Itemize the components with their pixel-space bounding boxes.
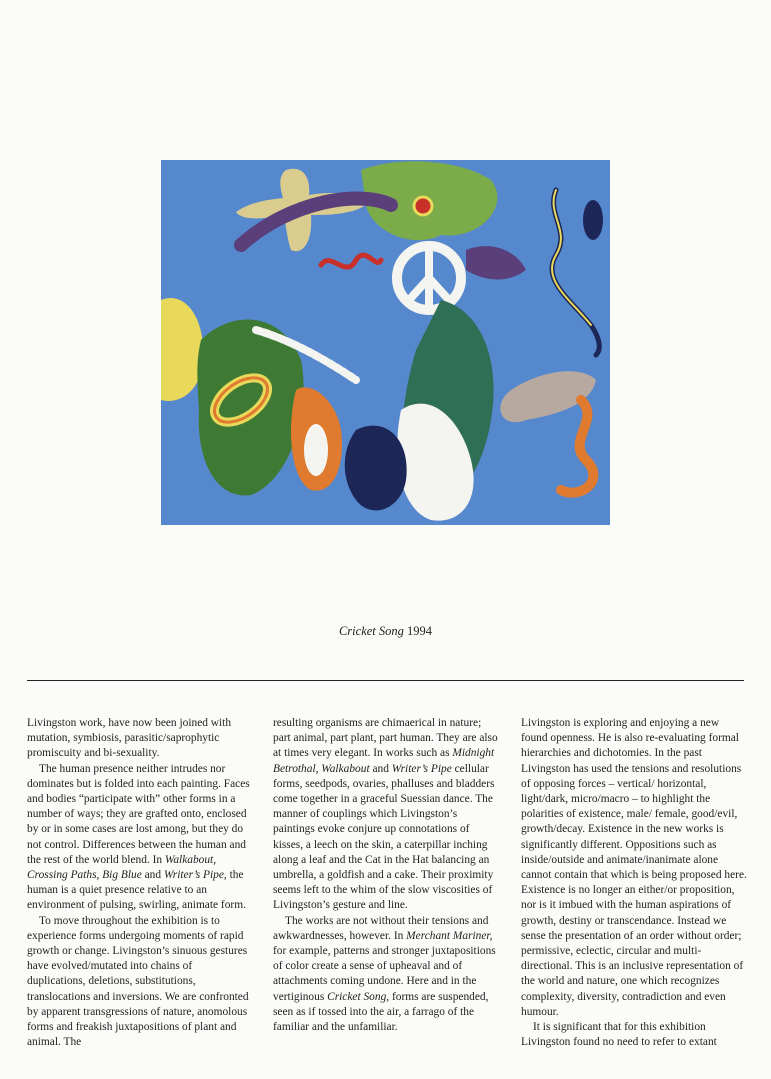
artwork-title-reference: Cricket Song, (327, 990, 390, 1003)
body-paragraph (521, 1020, 747, 1050)
body-paragraph (273, 716, 499, 914)
text-column-3 (521, 716, 747, 1050)
body-paragraph (521, 716, 747, 1020)
paragraph-text: It is significant that for this exhibition Livingston found no need to refer to extant (521, 1021, 717, 1049)
artwork-title-reference: Writer’s Pipe, (163, 869, 227, 882)
paragraph-text: resulting organisms are chimaerical in nature; part animal, part plant, part human. They are also at times very elegant. In works such as (273, 717, 498, 760)
painting-red-target (414, 197, 432, 215)
paragraph-text: forms are suspended, seen as if tossed into the air, a farrago of the familiar and the unfamiliar. (273, 990, 489, 1034)
painting-image (161, 160, 610, 525)
paragraph-text: and (369, 762, 392, 775)
artwork-title: Cricket Song (338, 624, 404, 638)
artwork-year: 1994 (407, 624, 433, 638)
artwork-caption (0, 624, 771, 639)
paragraph-text: Livingston work, have now been joined with mutation, symbiosis, parasitic/saprophytic promiscuity and bi-sexuality. (27, 717, 232, 760)
text-column-1 (27, 716, 253, 1050)
paragraph-text: and (141, 869, 164, 882)
paragraph-text: for example, patterns and stronger juxtapositions of color create a sense of upheaval and of attachments coming undone. Here and in the vertiginous (273, 945, 496, 1003)
painting-canvas (161, 160, 610, 525)
painting-navy-seed (583, 200, 603, 240)
artwork-title-reference: Writer’s Pipe (391, 762, 452, 775)
paragraph-text: The human presence neither intrudes nor dominates but is folded into each painting. Faces and bodies “participate with” other forms in a number of ways; they are grafted onto, enclosed by or in some cases are lost among, but they do not control. Differences between the human and the rest of the world blend. In (27, 762, 250, 866)
text-column-2 (273, 716, 499, 1035)
artwork-title-reference: Midnight Betrothal, Walkabout (273, 747, 495, 775)
paragraph-text: To move throughout the exhibition is to experience forms undergoing moments of rapid growth or change. Livingston’s sinuous gestures have evolved/mutated into chains of duplications, deletions, substitutions, translocations and inversions. We are confronted by apparent transgressions of nature, anomolous forms and freakish juxtapositions of plant and animal. The (27, 914, 249, 1049)
body-paragraph (273, 914, 499, 1036)
paragraph-text: Livingston is exploring and enjoying a new found openness. He is also re-evaluating formal hierarchies and dichotomies. In the past Livingston has used the tensions and resolutions of opposing forces – vertical/ horizontal, light/dark, micro/macro – to highlight the polarities of existence, male/ female, good/evil, growth/decay. Existence in the new works is significantly different. Oppositions such as inside/outside and animate/inanimate alone cannot contain that which is being proposed here. Existence is no longer an either/or proposition, nor is it imbued with the human aspirations of growth, destiny or transcendance. Instead we sense the presentation of an order without order; permissive, eclectic, circular and multi-directional. This is an inclusive representation of the world and nature, one which recognizes complexity, diversity, contradiction and even humour. (521, 717, 747, 1018)
horizontal-rule (27, 680, 744, 681)
artwork-title-reference: Merchant Mariner, (406, 929, 493, 942)
body-paragraph (27, 716, 253, 762)
artwork-title-reference: Walkabout, Crossing Paths, Big Blue (27, 853, 217, 882)
painting-white-oval (304, 424, 328, 476)
paragraph-text: cellular forms, seedpods, ovaries, phalluses and bladders come together in a graceful Suessian dance. The manner of couplings which Livingston’s paintings evoke conjure up connotations of kisses, a leech on the skin, a caterpillar inching along a leaf and the Cat in the Hat balancing an umbrella, a goldfish and a cake. Their proximity seems left to the whim of the slow viscosities of Livingston’s gesture and line. (273, 762, 495, 912)
paragraph-text: the human is a quiet presence relative to an environment of pulsing, swirling, animate form. (27, 869, 246, 912)
body-paragraph (27, 914, 253, 1051)
body-paragraph (27, 762, 253, 914)
paragraph-text: The works are not without their tensions and awkwardnesses, however. In (273, 914, 489, 942)
